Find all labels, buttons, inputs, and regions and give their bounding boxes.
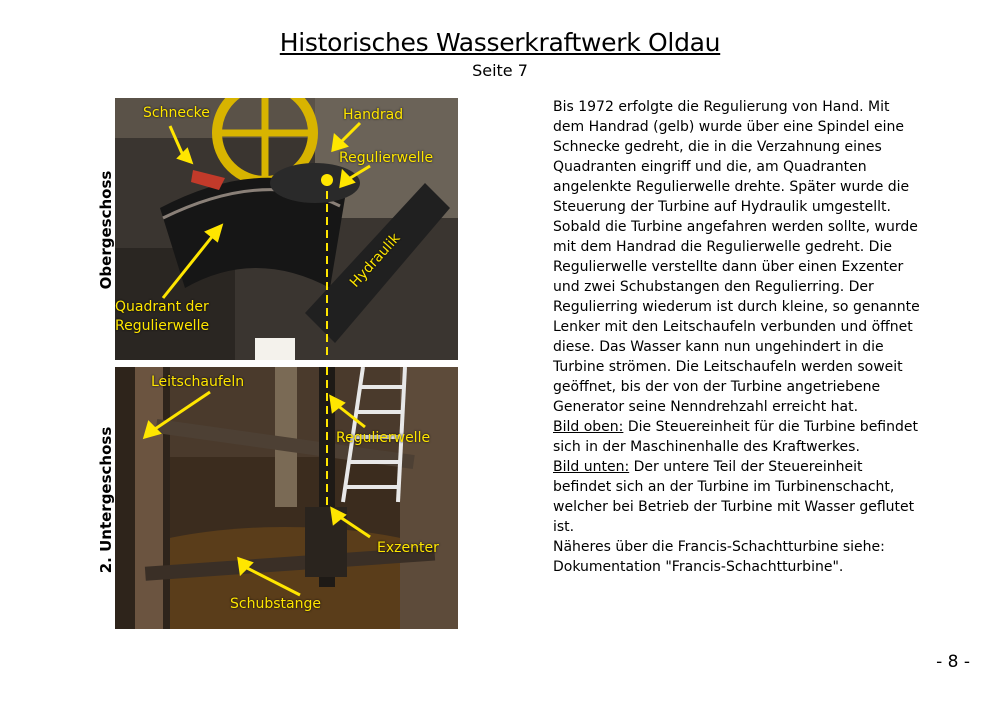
label-schnecke: Schnecke	[143, 105, 210, 121]
bottom-photo-side-label: 2. Untergeschoss	[97, 426, 115, 574]
label-hydraulik: Hydraulik	[347, 230, 404, 291]
body-text	[553, 97, 923, 577]
caption-label-top: Bild oben:	[553, 419, 624, 435]
caption-label-bottom: Bild unten:	[553, 459, 630, 475]
label-quadrant: Quadrant der Regulierwelle	[115, 299, 210, 334]
page-title: Historisches Wasserkraftwerk Oldau	[279, 28, 721, 57]
paragraph-5: Näheres über die Francis-Schachtturbine siehe: Dokumentation "Francis-Schachtturbine".	[553, 539, 885, 575]
top-photo	[115, 98, 458, 360]
top-photo-side-label: Obergeschoss	[97, 170, 115, 290]
paragraph-4	[553, 457, 923, 537]
label-regulierwelle-bottom: Regulierwelle	[336, 430, 431, 446]
label-handrad: Handrad	[343, 107, 404, 123]
page-subtitle: Seite 7	[472, 61, 528, 80]
page-number: - 8 -	[936, 652, 970, 672]
paragraph-3	[553, 417, 923, 457]
label-leitschaufeln: Leitschaufeln	[151, 374, 245, 390]
caption-text-bottom: Der untere Teil der Steuereinheit befindet sich an der Turbine im Turbinenschacht, welcher bei Betrieb der Turbine mit Wasser geflutet ist.	[553, 459, 915, 535]
paragraph-1: Bis 1972 erfolgte die Regulierung von Hand. Mit dem Handrad (gelb) wurde über eine Spindel eine Schnecke gedreht, die in die Verzahnung eines Quadranten eingriff und die, am Quadranten angelenkte Regulierwelle drehte. Später wurde die Steuerung der Turbine auf Hydraulik umgestellt.	[553, 99, 910, 215]
paragraph-2: Sobald die Turbine angefahren werden sollte, wurde mit dem Handrad die Regulierwelle gedreht. Die Regulierwelle verstellte dann über einen Exzenter und zwei Schubstangen den Regulierring. Der Regulierring wiederum ist durch kleine, so genannte Lenker mit den Leitschaufeln verbunden und öffnet diese. Das Wasser kann nun ungehindert in die Turbine strömen. Die Leitschaufeln werden soweit geöffnet, bis der von der Turbine angetriebene Generator seine Nenndrehzahl erreicht hat.	[553, 219, 920, 415]
label-regulierwelle-top: Regulierwelle	[339, 150, 434, 166]
label-schubstange: Schubstange	[230, 596, 321, 612]
caption-text-top: Die Steuereinheit für die Turbine befindet sich in der Maschinenhalle des Kraftwerkes.	[553, 419, 918, 455]
label-exzenter: Exzenter	[377, 540, 439, 556]
bottom-photo	[115, 367, 458, 629]
